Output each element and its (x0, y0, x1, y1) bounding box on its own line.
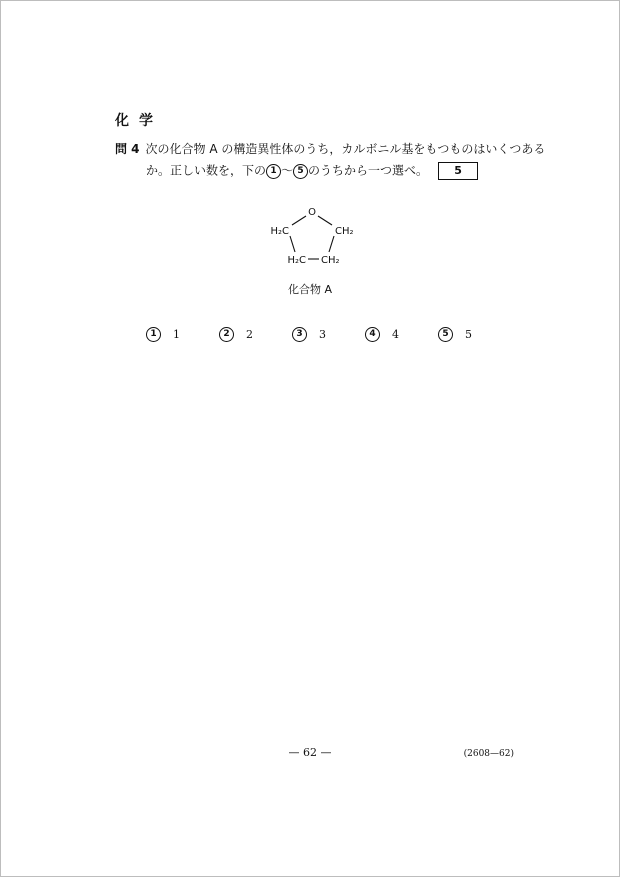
choice-1-value: 1 (173, 328, 180, 341)
choice-4[interactable] (365, 324, 399, 343)
choice-3-value: 3 (319, 328, 326, 341)
compound-a-structure (262, 198, 362, 270)
atom-ch2-left-bottom: H₂C (287, 255, 306, 266)
choice-2-number: 2 (219, 327, 234, 342)
range-separator: ～ (281, 163, 294, 178)
atom-ch2-right-top: CH₂ (335, 226, 354, 237)
choice-3[interactable] (292, 324, 326, 343)
atom-o: O (308, 207, 316, 218)
subject-heading: 化学 (115, 113, 163, 129)
choice-5-number: 5 (438, 327, 453, 342)
answer-box[interactable]: 5 (438, 162, 478, 180)
choice-2[interactable] (219, 324, 253, 343)
choice-2-value: 2 (246, 328, 253, 341)
choice-3-number: 3 (292, 327, 307, 342)
choice-5[interactable] (438, 324, 472, 343)
range-end-circled: 5 (293, 164, 308, 179)
choice-4-number: 4 (365, 327, 380, 342)
question-label: 問 4 (115, 142, 140, 156)
question-text-2b: のうちから一つ選べ。 (308, 163, 429, 178)
question-line-1 (115, 141, 545, 157)
atom-ch2-left-top: H₂C (270, 226, 289, 237)
document-code: (2608—62) (463, 749, 514, 759)
choice-5-value: 5 (465, 328, 472, 341)
question-line-2 (146, 162, 478, 180)
choice-4-value: 4 (392, 328, 399, 341)
question-text-1: 次の化合物 A の構造異性体のうち，カルボニル基をもつものはいくつある (145, 142, 546, 156)
range-start-circled: 1 (266, 164, 281, 179)
choice-1[interactable] (146, 324, 180, 343)
ring-bonds (290, 216, 334, 259)
atom-ch2-right-bottom: CH₂ (321, 255, 340, 266)
page-number: — 62 — (288, 746, 332, 759)
question-text-2a: か。正しい数を，下の (146, 163, 267, 178)
choice-1-number: 1 (146, 327, 161, 342)
compound-caption: 化合物 A (287, 283, 333, 296)
